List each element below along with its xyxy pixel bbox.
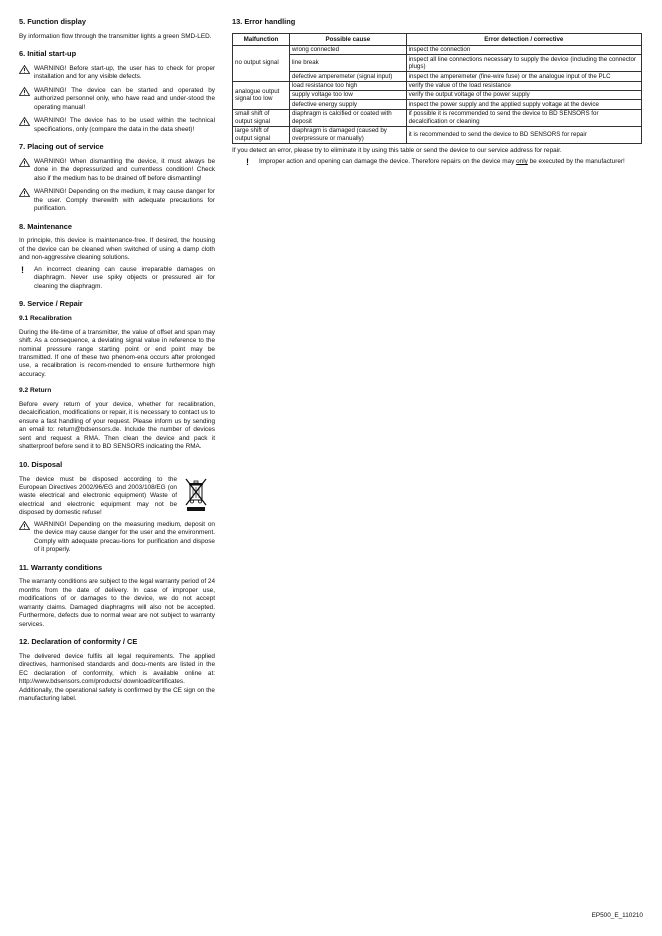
fix-cell: if possible it is recommended to send the device to BD SENSORS for decalcification or cleaning (406, 109, 641, 126)
warning-note (19, 87, 215, 112)
fix-cell: it is recommended to send the device to BD SENSORS for repair (406, 126, 641, 143)
section-service-repair (19, 299, 215, 452)
warning-note (19, 188, 215, 213)
warning-text: WARNING! The device can be started and operated by authorized personnel only, who have read and under-stood the operating manual! (34, 86, 215, 111)
table-row (233, 55, 642, 72)
table-row (233, 90, 642, 99)
cause-cell: diaphragm is calcified or coated with deposit (289, 109, 406, 126)
section-title: 5. Function display (19, 17, 86, 26)
fix-cell: inspect all line connections necessary to supply the device (including the connector plugs) (406, 55, 641, 72)
document-code: EP500_E_110210 (591, 912, 643, 919)
warning-triangle-icon (19, 117, 34, 129)
warning-text: WARNING! Before start-up, the user has to check for proper installation and for any visible defects. (34, 64, 215, 81)
disposal-block (19, 476, 215, 518)
section-disposal (19, 460, 215, 555)
warning-text: WARNING! The device has to be used within the technical specifications, only (compare the data in the data sheet)! (34, 117, 215, 133)
table-row (233, 109, 642, 126)
section-title: 8. Maintenance (19, 221, 72, 231)
exclamation-icon: ! (21, 264, 24, 275)
table-row (233, 72, 642, 81)
warning-triangle-icon (19, 65, 34, 77)
table-row (233, 126, 642, 143)
crossed-out-wheelie-bin-icon (177, 476, 215, 518)
paragraph: Additionally, the operational safety is confirmed by the CE sign on the manufacturing label. (19, 686, 215, 703)
warning-note (19, 158, 215, 183)
caution-text (259, 158, 642, 166)
table-row (233, 100, 642, 109)
caution-text: An incorrect cleaning can cause irreparable damages on diaphragm. Never use spiky objects or pressured air for cleaning the diaphragm. (34, 265, 215, 290)
warning-text: WARNING! Depending on the medium, it may cause danger for the user. Comply therewith with adequate precautions for purification. (34, 188, 215, 213)
column-header: Malfunction (233, 33, 290, 45)
section-title: 12. Declaration of conformity / CE (19, 637, 138, 647)
right-column (232, 17, 642, 171)
section-title: 11. Warranty conditions (19, 562, 103, 572)
caution-note (244, 158, 642, 166)
section-function-display (19, 17, 215, 41)
table-row (233, 45, 642, 54)
warning-triangle-icon (19, 521, 34, 533)
caution-text-emphasis: only (516, 158, 528, 166)
section-title: 9. Service / Repair (19, 299, 83, 309)
warning-triangle-icon (19, 158, 34, 170)
section-title: 13. Error handling (232, 17, 296, 26)
error-handling-table (232, 33, 642, 144)
section-title: 10. Disposal (19, 459, 63, 469)
malfunction-cell: analogue output signal too low (233, 81, 290, 109)
cause-cell: line break (289, 55, 406, 72)
section-declaration-of-conformity (19, 637, 215, 703)
fix-cell: inspect the connection (406, 45, 641, 54)
malfunction-cell: no output signal (233, 45, 290, 81)
section-title: 7. Placing out of service (19, 142, 104, 152)
warning-note (19, 65, 215, 82)
section-placing-out-of-service (19, 142, 215, 213)
paragraph: By information flow through the transmitter lights a green SMD-LED. (19, 32, 212, 40)
cause-cell: defective amperemeter (signal input) (289, 72, 406, 81)
cause-cell: supply voltage too low (289, 90, 406, 99)
section-warranty-conditions (19, 563, 215, 629)
malfunction-cell: small shift of output signal (233, 109, 290, 126)
paragraph: In principle, this device is maintenance-free. If desired, the housing of the device can be cleaned when switched of using a damp cloth and non-aggressive cleaning solutions. (19, 237, 215, 262)
fix-cell: verify the output voltage of the power supply (406, 90, 641, 99)
paragraph: During the life-time of a transmitter, the value of offset and span may shift. As a consequence, a deviating signal value in reference to the nominal pressure range starting point or end point may be transmitted. If one of these two phenom-ena occurs after prolonged use, a recalibration is recom-mended to ensure furthermore high accuracy. (19, 328, 215, 378)
malfunction-cell: large shift of output signal (233, 126, 290, 143)
subsection-title: 9.2 Return (19, 387, 52, 395)
warning-triangle-icon (19, 87, 34, 99)
warning-text: WARNING! When dismantling the device, it must always be done in the depressurized and currentless condition! Check also if the medium has to be drained off before dismantling! (34, 157, 215, 182)
paragraph: The delivered device fulfils all legal requirements. The applied directives, harmonised standards and docu-ments are listed in the EC declaration of conformity, which is available online at: http://www.bdsensors.com/products/ download/certificates. (19, 652, 215, 686)
section-initial-start-up (19, 49, 215, 134)
paragraph: The warranty conditions are subject to the legal warranty period of 24 months from the date of delivery. In case of improper use, modifications of or damages to the device, we do not accept warranty claims. Damaged diaphragms will also not be accepted. Furthermore, defects due to normal wear are not subject to warranty services. (19, 578, 215, 628)
paragraph: Before every return of your device, whether for recalibration, decalcification, modifications or repair, it is necessary to contact us to ensure a fast handling of your request. Please inform us by sending an email to: return@bdsensors.de. Include the number of devices sent and request a RMA. Then clean the device and pack it shatterproof before send it to BD SENSORS indicating the RMA. (19, 401, 215, 451)
warning-triangle-icon (19, 188, 34, 200)
cause-cell: defective energy supply (289, 100, 406, 109)
fix-cell: inspect the amperemeter (fine-wire fuse) or the analogue input of the PLC (406, 72, 641, 81)
error-handling-note: If you detect an error, please try to eliminate it by using this table or send the device to our service address for repair. (232, 146, 562, 154)
section-maintenance (19, 222, 215, 291)
column-header: Error detection / corrective (406, 33, 641, 45)
column-header: Possible cause (289, 33, 406, 45)
warning-note (19, 521, 215, 555)
paragraph: The device must be disposed according to the European Directives 2002/96/EG and 2003/108/EG (on waste electrical and electronic equipment) Waste of electrical and electronic equipment may not be disposed by domestic refuse! (19, 475, 177, 517)
caution-note (19, 266, 215, 291)
cause-cell: wrong connected (289, 45, 406, 54)
exclamation-icon: ! (246, 157, 249, 168)
caution-text-part: be executed by the manufacturer! (527, 158, 625, 166)
table-row (233, 81, 642, 90)
left-column (19, 17, 215, 712)
caution-text-part: Improper action and opening can damage the device. Therefore repairs on the device may (259, 158, 517, 166)
cause-cell: load resistance too high (289, 81, 406, 90)
subsection-title: 9.1 Recalibration (19, 314, 72, 322)
fix-cell: verify the value of the load resistance (406, 81, 641, 90)
fix-cell: inspect the power supply and the applied supply voltage at the device (406, 100, 641, 109)
warning-note (19, 117, 215, 134)
table-header-row (233, 33, 642, 45)
warning-text: WARNING! Depending on the measuring medium, deposit on the device may cause danger for the user and the environment. Comply with adequate precau-tions for purification and dispose of it properly. (34, 520, 215, 554)
cause-cell: diaphragm is damaged (caused by overpressure or manually) (289, 126, 406, 143)
section-title: 6. Initial start-up (19, 49, 77, 59)
